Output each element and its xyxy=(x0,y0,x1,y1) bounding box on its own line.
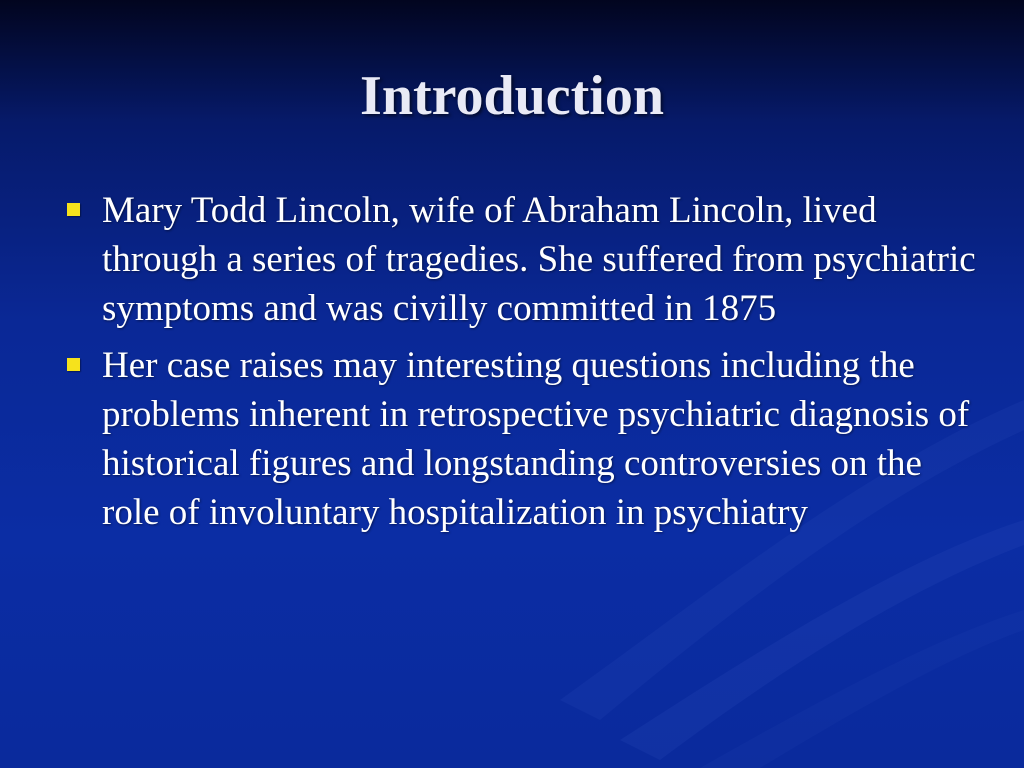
bullet-list xyxy=(60,186,980,545)
yellow-square-bullet-icon xyxy=(67,358,80,371)
bullet-item xyxy=(60,341,980,537)
yellow-square-bullet-icon xyxy=(67,203,80,216)
bullet-item xyxy=(60,186,980,333)
bullet-text: Mary Todd Lincoln, wife of Abraham Lincoln, lived through a series of tragedies. She suffered from psychiatric symptoms and was civilly committed in 1875 xyxy=(102,190,976,329)
bullet-text: Her case raises may interesting questions including the problems inherent in retrospective psychiatric diagnosis of historical figures and longstanding controversies on the role of involuntary hospitalization in psychiatry xyxy=(102,345,970,533)
slide-title: Introduction xyxy=(360,65,664,127)
